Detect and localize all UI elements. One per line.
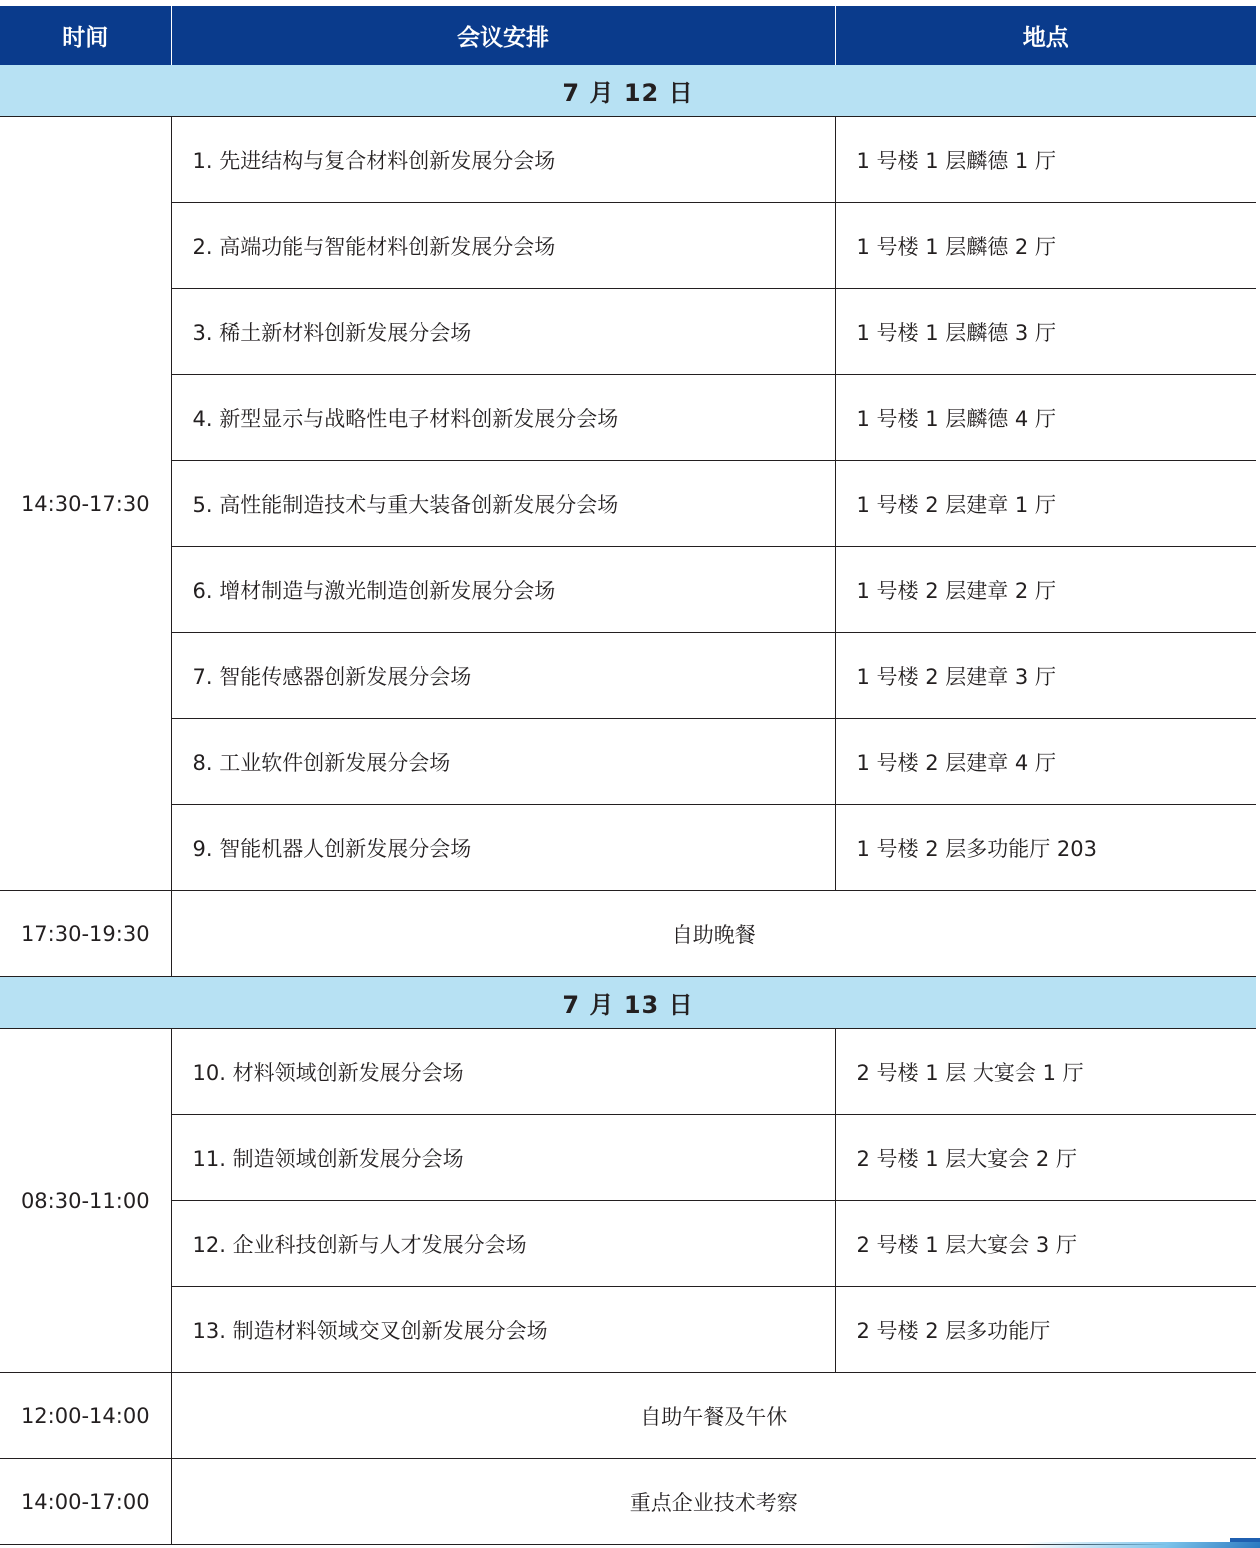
date-row-day1 — [0, 65, 1256, 117]
event-label: 自助晚餐 — [171, 891, 1256, 977]
table-row — [0, 375, 1256, 461]
date-row-day2 — [0, 977, 1256, 1029]
date-label: 7 月 13 日 — [0, 977, 1256, 1029]
decorative-stripe — [1230, 1538, 1260, 1542]
header-location: 地点 — [835, 6, 1256, 65]
table-row — [0, 1115, 1256, 1201]
table-row — [0, 1373, 1256, 1459]
time-slot: 12:00-14:00 — [0, 1373, 171, 1459]
table-row — [0, 633, 1256, 719]
session-title: 8. 工业软件创新发展分会场 — [171, 719, 835, 805]
time-slot: 14:30-17:30 — [0, 117, 171, 891]
session-location: 2 号楼 2 层多功能厅 — [835, 1287, 1256, 1373]
session-location: 1 号楼 1 层麟德 4 厅 — [835, 375, 1256, 461]
session-title: 4. 新型显示与战略性电子材料创新发展分会场 — [171, 375, 835, 461]
table-row — [0, 805, 1256, 891]
table-row — [0, 117, 1256, 203]
decorative-stripe — [1020, 1542, 1260, 1548]
date-label: 7 月 12 日 — [0, 65, 1256, 117]
session-location: 1 号楼 2 层建章 3 厅 — [835, 633, 1256, 719]
session-location: 2 号楼 1 层大宴会 3 厅 — [835, 1201, 1256, 1287]
session-location: 1 号楼 1 层麟德 1 厅 — [835, 117, 1256, 203]
session-title: 13. 制造材料领域交叉创新发展分会场 — [171, 1287, 835, 1373]
table-header-row — [0, 6, 1256, 65]
table-row — [0, 891, 1256, 977]
session-location: 1 号楼 2 层建章 1 厅 — [835, 461, 1256, 547]
time-slot: 08:30-11:00 — [0, 1029, 171, 1373]
table-row — [0, 203, 1256, 289]
session-title: 2. 高端功能与智能材料创新发展分会场 — [171, 203, 835, 289]
session-location: 1 号楼 2 层建章 4 厅 — [835, 719, 1256, 805]
session-title: 12. 企业科技创新与人才发展分会场 — [171, 1201, 835, 1287]
session-location: 1 号楼 1 层麟德 2 厅 — [835, 203, 1256, 289]
time-slot: 14:00-17:00 — [0, 1459, 171, 1545]
session-location: 2 号楼 1 层大宴会 2 厅 — [835, 1115, 1256, 1201]
table-row — [0, 547, 1256, 633]
event-label: 自助午餐及午休 — [171, 1373, 1256, 1459]
table-row — [0, 1459, 1256, 1545]
table-row — [0, 1201, 1256, 1287]
session-location: 1 号楼 2 层建章 2 厅 — [835, 547, 1256, 633]
table-row — [0, 719, 1256, 805]
table-row — [0, 1287, 1256, 1373]
header-agenda: 会议安排 — [171, 6, 835, 65]
session-title: 9. 智能机器人创新发展分会场 — [171, 805, 835, 891]
session-title: 3. 稀土新材料创新发展分会场 — [171, 289, 835, 375]
session-title: 7. 智能传感器创新发展分会场 — [171, 633, 835, 719]
table-row — [0, 461, 1256, 547]
event-label: 重点企业技术考察 — [171, 1459, 1256, 1545]
session-title: 11. 制造领域创新发展分会场 — [171, 1115, 835, 1201]
table-row — [0, 1029, 1256, 1115]
session-title: 1. 先进结构与复合材料创新发展分会场 — [171, 117, 835, 203]
session-title: 10. 材料领域创新发展分会场 — [171, 1029, 835, 1115]
session-location: 2 号楼 1 层 大宴会 1 厅 — [835, 1029, 1256, 1115]
corner-decoration — [1020, 1536, 1260, 1548]
header-time: 时间 — [0, 6, 171, 65]
table-row — [0, 289, 1256, 375]
session-location: 1 号楼 1 层麟德 3 厅 — [835, 289, 1256, 375]
time-slot: 17:30-19:30 — [0, 891, 171, 977]
session-title: 6. 增材制造与激光制造创新发展分会场 — [171, 547, 835, 633]
conference-schedule-table — [0, 6, 1256, 1545]
session-location: 1 号楼 2 层多功能厅 203 — [835, 805, 1256, 891]
session-title: 5. 高性能制造技术与重大装备创新发展分会场 — [171, 461, 835, 547]
